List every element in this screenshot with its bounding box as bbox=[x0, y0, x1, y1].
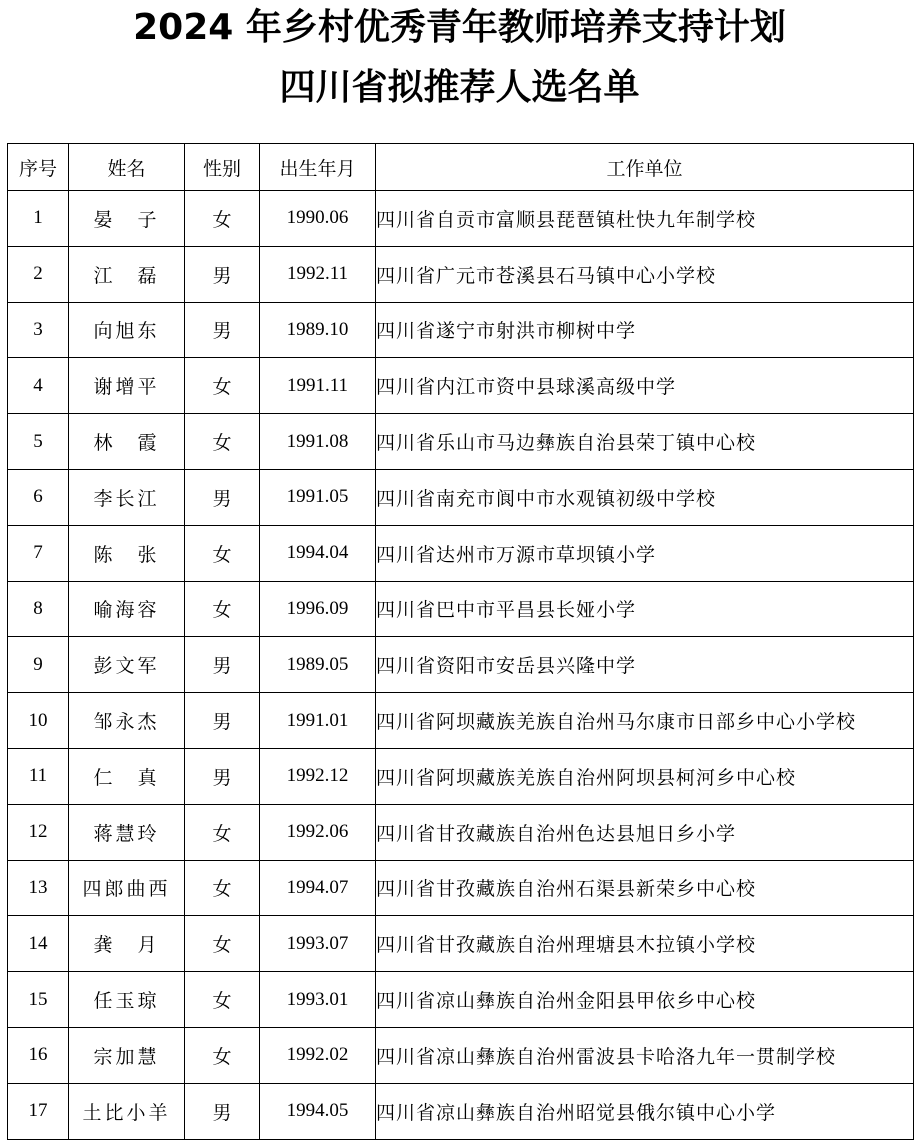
table-row bbox=[8, 1083, 914, 1139]
cell-unit: 四川省资阳市安岳县兴隆中学 bbox=[376, 637, 914, 693]
cell-birth: 1992.11 bbox=[260, 246, 376, 302]
cell-birth: 1991.11 bbox=[260, 358, 376, 414]
cell-no: 4 bbox=[8, 358, 69, 414]
cell-birth: 1994.04 bbox=[260, 525, 376, 581]
cell-birth: 1993.07 bbox=[260, 916, 376, 972]
cell-sex: 女 bbox=[185, 804, 260, 860]
cell-name: 江 磊 bbox=[69, 246, 185, 302]
cell-birth: 1992.02 bbox=[260, 1027, 376, 1083]
header-unit: 工作单位 bbox=[376, 144, 914, 191]
cell-unit: 四川省广元市苍溪县石马镇中心小学校 bbox=[376, 246, 914, 302]
cell-name: 四郎曲西 bbox=[69, 860, 185, 916]
table-row bbox=[8, 804, 914, 860]
cell-name: 林 霞 bbox=[69, 414, 185, 470]
table-row bbox=[8, 469, 914, 525]
cell-unit: 四川省内江市资中县球溪高级中学 bbox=[376, 358, 914, 414]
cell-name: 任玉琼 bbox=[69, 972, 185, 1028]
cell-sex: 男 bbox=[185, 693, 260, 749]
cell-unit: 四川省南充市阆中市水观镇初级中学校 bbox=[376, 469, 914, 525]
cell-name: 蒋慧玲 bbox=[69, 804, 185, 860]
cell-name: 陈 张 bbox=[69, 525, 185, 581]
cell-unit: 四川省甘孜藏族自治州理塘县木拉镇小学校 bbox=[376, 916, 914, 972]
cell-unit: 四川省阿坝藏族羌族自治州阿坝县柯河乡中心校 bbox=[376, 748, 914, 804]
cell-no: 9 bbox=[8, 637, 69, 693]
cell-no: 5 bbox=[8, 414, 69, 470]
cell-no: 16 bbox=[8, 1027, 69, 1083]
table-row bbox=[8, 358, 914, 414]
cell-unit: 四川省自贡市富顺县琵琶镇杜快九年制学校 bbox=[376, 191, 914, 247]
cell-no: 14 bbox=[8, 916, 69, 972]
table-row bbox=[8, 414, 914, 470]
cell-sex: 女 bbox=[185, 860, 260, 916]
cell-unit: 四川省甘孜藏族自治州石渠县新荣乡中心校 bbox=[376, 860, 914, 916]
cell-unit: 四川省遂宁市射洪市柳树中学 bbox=[376, 302, 914, 358]
title-line-2: 四川省拟推荐人选名单 bbox=[279, 67, 640, 108]
cell-no: 6 bbox=[8, 469, 69, 525]
table-row bbox=[8, 302, 914, 358]
cell-birth: 1991.01 bbox=[260, 693, 376, 749]
cell-no: 7 bbox=[8, 525, 69, 581]
cell-no: 13 bbox=[8, 860, 69, 916]
cell-birth: 1991.05 bbox=[260, 469, 376, 525]
candidate-table bbox=[7, 143, 914, 1140]
cell-birth: 1994.07 bbox=[260, 860, 376, 916]
cell-name: 龚 月 bbox=[69, 916, 185, 972]
cell-sex: 男 bbox=[185, 1083, 260, 1139]
cell-birth: 1990.06 bbox=[260, 191, 376, 247]
table-row bbox=[8, 748, 914, 804]
cell-no: 8 bbox=[8, 581, 69, 637]
cell-sex: 男 bbox=[185, 302, 260, 358]
cell-name: 喻海容 bbox=[69, 581, 185, 637]
cell-unit: 四川省阿坝藏族羌族自治州马尔康市日部乡中心小学校 bbox=[376, 693, 914, 749]
cell-unit: 四川省凉山彝族自治州金阳县甲依乡中心校 bbox=[376, 972, 914, 1028]
cell-name: 向旭东 bbox=[69, 302, 185, 358]
cell-unit: 四川省巴中市平昌县长娅小学 bbox=[376, 581, 914, 637]
table-body bbox=[8, 191, 914, 1140]
cell-no: 10 bbox=[8, 693, 69, 749]
cell-sex: 女 bbox=[185, 916, 260, 972]
cell-no: 2 bbox=[8, 246, 69, 302]
cell-birth: 1996.09 bbox=[260, 581, 376, 637]
table-row bbox=[8, 637, 914, 693]
cell-name: 土比小羊 bbox=[69, 1083, 185, 1139]
header-sex: 性别 bbox=[185, 144, 260, 191]
cell-birth: 1994.05 bbox=[260, 1083, 376, 1139]
cell-name: 晏 子 bbox=[69, 191, 185, 247]
table-row bbox=[8, 581, 914, 637]
table-row bbox=[8, 525, 914, 581]
cell-sex: 女 bbox=[185, 525, 260, 581]
cell-sex: 男 bbox=[185, 469, 260, 525]
cell-no: 15 bbox=[8, 972, 69, 1028]
cell-sex: 男 bbox=[185, 748, 260, 804]
cell-birth: 1989.05 bbox=[260, 637, 376, 693]
cell-unit: 四川省甘孜藏族自治州色达县旭日乡小学 bbox=[376, 804, 914, 860]
cell-unit: 四川省达州市万源市草坝镇小学 bbox=[376, 525, 914, 581]
cell-name: 宗加慧 bbox=[69, 1027, 185, 1083]
cell-sex: 女 bbox=[185, 581, 260, 637]
table-row bbox=[8, 860, 914, 916]
cell-unit: 四川省凉山彝族自治州昭觉县俄尔镇中心小学 bbox=[376, 1083, 914, 1139]
cell-birth: 1992.12 bbox=[260, 748, 376, 804]
cell-name: 谢增平 bbox=[69, 358, 185, 414]
cell-birth: 1993.01 bbox=[260, 972, 376, 1028]
header-no: 序号 bbox=[8, 144, 69, 191]
title-line-1: 2024 年乡村优秀青年教师培养支持计划 bbox=[133, 7, 786, 48]
table-row bbox=[8, 1027, 914, 1083]
cell-no: 11 bbox=[8, 748, 69, 804]
cell-name: 仁 真 bbox=[69, 748, 185, 804]
header-name: 姓名 bbox=[69, 144, 185, 191]
cell-unit: 四川省乐山市马边彝族自治县荣丁镇中心校 bbox=[376, 414, 914, 470]
table-header-row bbox=[8, 144, 914, 191]
cell-no: 12 bbox=[8, 804, 69, 860]
cell-no: 1 bbox=[8, 191, 69, 247]
cell-sex: 男 bbox=[185, 246, 260, 302]
cell-sex: 女 bbox=[185, 358, 260, 414]
cell-birth: 1991.08 bbox=[260, 414, 376, 470]
cell-sex: 男 bbox=[185, 637, 260, 693]
table-row bbox=[8, 191, 914, 247]
cell-name: 邹永杰 bbox=[69, 693, 185, 749]
table-row bbox=[8, 693, 914, 749]
cell-no: 3 bbox=[8, 302, 69, 358]
cell-sex: 女 bbox=[185, 414, 260, 470]
cell-name: 李长江 bbox=[69, 469, 185, 525]
cell-name: 彭文军 bbox=[69, 637, 185, 693]
table-row bbox=[8, 916, 914, 972]
header-birth: 出生年月 bbox=[260, 144, 376, 191]
cell-sex: 女 bbox=[185, 1027, 260, 1083]
cell-no: 17 bbox=[8, 1083, 69, 1139]
cell-birth: 1989.10 bbox=[260, 302, 376, 358]
cell-unit: 四川省凉山彝族自治州雷波县卡哈洛九年一贯制学校 bbox=[376, 1027, 914, 1083]
cell-birth: 1992.06 bbox=[260, 804, 376, 860]
table-row bbox=[8, 246, 914, 302]
table-row bbox=[8, 972, 914, 1028]
cell-sex: 女 bbox=[185, 191, 260, 247]
cell-sex: 女 bbox=[185, 972, 260, 1028]
